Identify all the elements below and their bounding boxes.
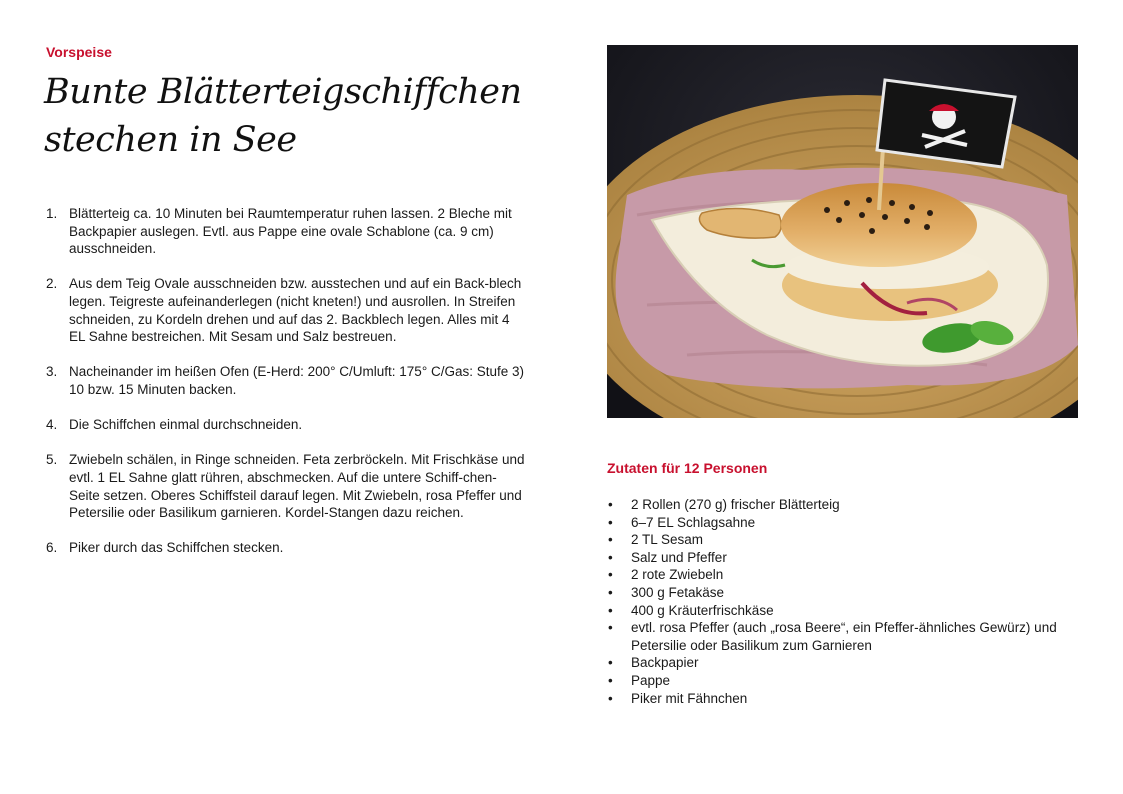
ingredient-item: • Pappe [607, 672, 1077, 690]
step-item [46, 363, 526, 398]
step-item [46, 416, 526, 434]
ingredient-item: • 6–7 EL Schlagsahne [607, 514, 1077, 532]
step-text: Nacheinander im heißen Ofen (E-Herd: 200° C/Umluft: 175° C/Gas: Stufe 3) 10 bzw. 15 Minuten backen. [69, 364, 524, 397]
step-text: Die Schiffchen einmal durchschneiden. [69, 417, 303, 433]
step-item [46, 275, 526, 345]
ingredient-item: • 300 g Fetakäse [607, 584, 1077, 602]
food-photo [607, 45, 1078, 418]
ingredient-item: • 400 g Kräuterfrischkäse [607, 602, 1077, 620]
step-number: 3. [46, 364, 58, 380]
step-text: Piker durch das Schiffchen stecken. [69, 540, 284, 556]
step-item [46, 539, 526, 557]
step-number: 1. [46, 206, 58, 221]
step-number: 4. [46, 417, 58, 433]
recipe-title-line-2: stechen in See [44, 120, 297, 160]
step-item [46, 205, 526, 258]
food-photo-illustration [607, 45, 1078, 418]
ingredients-list [607, 496, 1077, 707]
recipe-title [44, 68, 524, 164]
recipe-title-line-1: Bunte Blätterteigschiffchen [44, 72, 522, 112]
ingredient-item: • 2 rote Zwiebeln [607, 566, 1077, 584]
step-number: 6. [46, 540, 58, 556]
step-number: 2. [46, 276, 58, 292]
step-item [46, 451, 526, 521]
ingredient-item: • 2 TL Sesam [607, 531, 1077, 549]
instruction-steps [46, 205, 526, 574]
ingredient-item: • Backpapier [607, 654, 1077, 672]
step-text: Blätterteig ca. 10 Minuten bei Raumtemperatur ruhen lassen. 2 Bleche mit Backpapier auslegen. Evtl. aus Pappe eine ovale Schablone (ca. 9 cm) ausschneiden. [69, 206, 512, 257]
ingredient-item: • Salz und Pfeffer [607, 549, 1077, 567]
step-number: 5. [46, 452, 58, 468]
ingredient-item: • 2 Rollen (270 g) frischer Blätterteig [607, 496, 1077, 514]
step-text: Zwiebeln schälen, in Ringe schneiden. Feta zerbröckeln. Mit Frischkäse und evtl. 1 EL Sahne glatt rühren, abschmecken. Auf die untere Schiff-chen-Seite setzen. Oberes Schiffsteil darauf legen. Mit Zwiebeln, rosa Pfeffer und Petersilie oder Basilikum garnieren. Kordel-Stangen dazu reichen. [69, 452, 525, 521]
step-text: Aus dem Teig Ovale ausschneiden bzw. ausstechen und auf ein Back-blech legen. Teigreste aufeinanderlegen (nicht kneten!) und ausrollen. In Streifen schneiden, zu Kordeln drehen und auf das 2. Backblech legen. Alles mit 4 EL Sahne bestreichen. Mit Sesam und Salz bestreuen. [69, 276, 522, 345]
ingredient-item: • evtl. rosa Pfeffer (auch „rosa Beere“, ein Pfeffer-ähnliches Gewürz) und Petersilie oder Basilikum zum Garnieren [607, 619, 1077, 654]
ingredients-title: Zutaten für 12 Personen [607, 460, 768, 476]
category-label: Vorspeise [46, 44, 112, 60]
ingredient-item: • Piker mit Fähnchen [607, 690, 1077, 708]
